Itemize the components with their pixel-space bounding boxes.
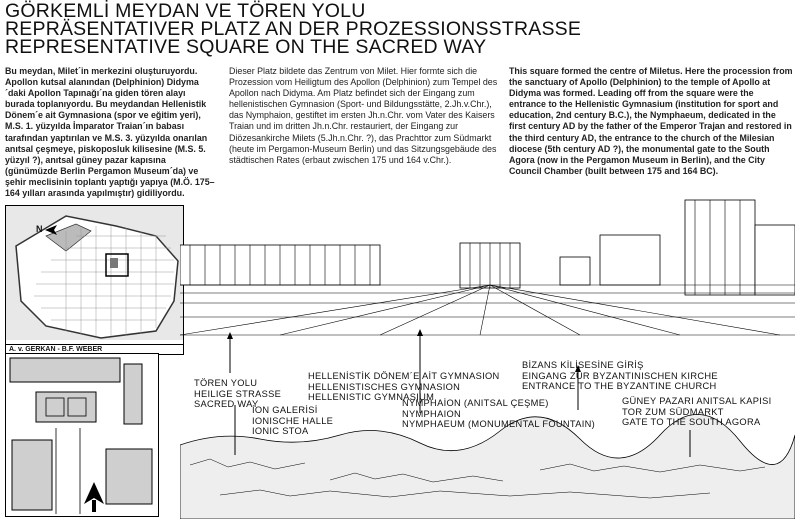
label-church-de: EINGANG ZUR BYZANTINISCHEN KIRCHE <box>522 370 718 381</box>
label-south-gate <box>622 396 772 428</box>
north-arrow-icon <box>45 225 59 235</box>
title-turkish: GÖRKEMLİ MEYDAN VE TÖREN YOLU <box>5 0 366 22</box>
label-south-gate-tr: GÜNEY PAZARI ANITSAL KAPISI <box>622 396 772 406</box>
north-label: N <box>36 224 43 234</box>
label-sacred-way-de: HEILIGE STRASSE <box>194 388 282 399</box>
city-plan-drawing <box>6 206 183 340</box>
label-south-gate-en: GATE TO THE SOUTH AGORA <box>622 417 761 427</box>
label-ionic-stoa-en: IONIC STOA <box>252 426 309 436</box>
label-nymphaion-tr: NYMPHAİON (ANITSAL ÇEŞME) <box>402 398 549 408</box>
label-nymphaion <box>402 398 595 430</box>
label-gymnasion-tr: HELLENİSTİK DÖNEM´E AİT GYMNASION <box>308 371 500 381</box>
label-ionic-stoa-tr: İON GALERİSİ <box>252 405 318 415</box>
city-plan-map <box>5 205 184 355</box>
map-credit: A. v. GERKAN - B.F. WEBER <box>6 344 183 354</box>
reconstruction-illustration <box>180 195 795 519</box>
label-gymnasion-de: HELLENISTISCHES GYMNASION <box>308 381 461 392</box>
label-church-en: ENTRANCE TO THE BYZANTINE CHURCH <box>522 381 717 391</box>
text-english: This square formed the centre of Miletus. Here the procession from the sanctuary of Apollo (Delphinion) to the temple of Apollo at Didyma was formed. Leading off from the square were the entrance to the Hellenistic Gymnasium (institution for sport and education, 2nd century B.C.), the Nymphaeum, dedicated in the first century AD by the father of the Emperor Trajan and restored in the third century AD, the entrance to the church of the Milesian diocese (5th century AD ?), the monumental gate to the South Agora (now in the Pergamon Museum in Berlin), and the City Council Chamber (built between 175 and 164 BC). <box>509 66 793 176</box>
label-ionic-stoa <box>252 405 333 437</box>
title-english: REPRESENTATIVE SQUARE ON THE SACRED WAY <box>5 36 487 58</box>
label-nymphaion-en: NYMPHAEUM (MONUMENTAL FOUNTAIN) <box>402 419 595 429</box>
label-church-tr: BİZANS KİLİSESİNE GİRİŞ <box>522 360 644 370</box>
site-detail-plan <box>5 353 159 517</box>
label-gymnasion-en: HELLENISTIC GYMNASIUM <box>308 392 435 402</box>
square-perspective-drawing <box>180 195 795 519</box>
label-ionic-stoa-de: IONISCHE HALLE <box>252 415 334 426</box>
title-german: REPRÄSENTATIVER PLATZ AN DER PROZESSIONSSTRASSE <box>5 18 582 40</box>
title-block <box>5 2 581 56</box>
text-turkish: Bu meydan, Milet´in merkezini oluşturuyordu. Apollon kutsal alanından (Delphinion) Didyma´daki Apollon Tapınağı´na giden tören alayı burada toplanıyordu. Bu meydandan Hellenistik Dönem´e ait Gymnasiona (spor ve eğitim yeri), M.S. 1. yüzyılda İmparator Traian´ın babası tarafından yaptırılan ve M.S. 3. yüzyılda onarılan anıtsal çeşmeye, piskoposluk kilisesine (M.S. 5. yüzyıl ?), anıtsal güney pazar kapısına (günümüzde Berlin Pergamon Museum´da) ve şehir meclisinin toplantı yaptığı yapıya (M.Ö. 175–164 yılları arasında yapılmıştır) gidiliyordu. <box>5 66 215 199</box>
text-german: Dieser Platz bildete das Zentrum von Milet. Hier formte sich die Prozession vom Heiligtum des Apollon (Delphinion) zum Tempel des Apollon nach Didyma. Am Platz befindet sich der Eingang zum hellenistischen Gymnasion (Sport- und Bildungsstätte, 2.Jh.v.Chr.), das Nymphaion, gestiftet im ersten Jh.n.Chr. vom Vater des Kaisers Traian und im dritten Jh.n.Chr. restauriert, der Eingang zur Diözesankirche Milets (5.Jh.n.Chr. ?), das Prachttor zum Südmarkt (heute im Pergamon-Museum Berlin) und das Sitzungsgebäude des städtischen Rates (erbaut zwischen 175 und 164 v.Chr.). <box>229 66 498 165</box>
label-sacred-way-en: SACRED WAY <box>194 399 259 409</box>
label-church <box>522 360 718 392</box>
north-arrow <box>36 224 59 235</box>
site-plan-drawing <box>6 354 158 516</box>
label-nymphaion-de: NYMPHAION <box>402 408 462 419</box>
label-sacred-way-tr: TÖREN YOLU <box>194 378 258 388</box>
label-south-gate-de: TOR ZUM SÜDMARKT <box>622 406 724 417</box>
